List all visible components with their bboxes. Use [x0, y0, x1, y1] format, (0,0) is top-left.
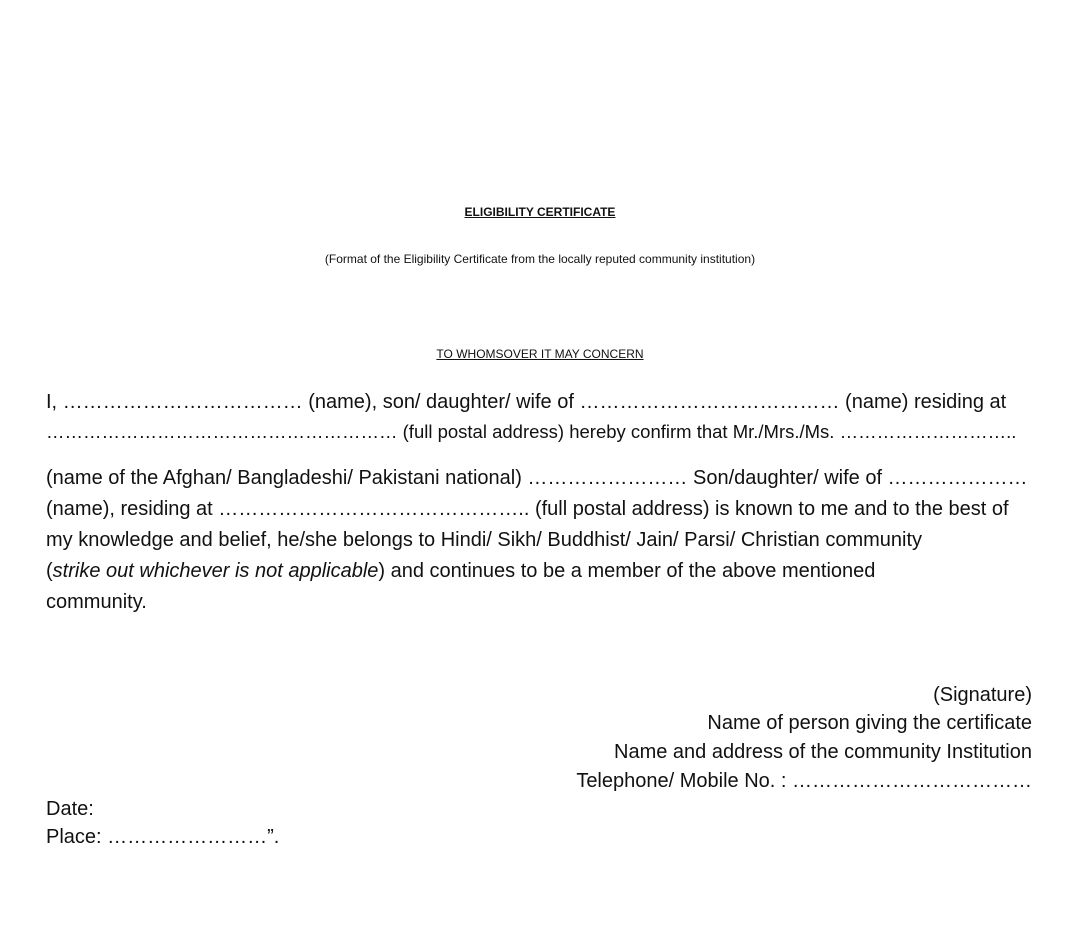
salutation: TO WHOMSOVER IT MAY CONCERN [436, 347, 644, 361]
para2-line5: community. [46, 591, 147, 613]
para2-line3: my knowledge and belief, he/she belongs to Hindi/ Sikh/ Buddhist/ Jain/ Parsi/ Christian community [46, 529, 923, 551]
para1-line2: ………………………………………………… (full postal address) hereby confirm that Mr./Mrs./Ms. ……………………….. [46, 421, 1017, 442]
strike-out-note: strike out whichever is not applicable [52, 560, 379, 582]
telephone-label: Telephone/ Mobile No. : ……………………………… [576, 770, 1032, 792]
para1-line1: I, ……………………………… (name), son/ daughter/ wife of ………………………………… (name) residing at [46, 391, 1007, 413]
para2-line4-open: ( [46, 560, 53, 582]
institution-label: Name and address of the community Institution [614, 741, 1032, 763]
document-title: ELIGIBILITY CERTIFICATE [464, 205, 616, 219]
signature-label: (Signature) [933, 684, 1032, 706]
date-label: Date: [46, 798, 94, 820]
para2-line4-rest: ) and continues to be a member of the above mentioned [378, 560, 876, 582]
document-subtitle: (Format of the Eligibility Certificate from the locally reputed community institution) [324, 252, 756, 266]
para2-line2: (name), residing at ……………………………………….. (full postal address) is known to me and to the best of [46, 498, 1009, 520]
place-label: Place: ……………………”. [46, 826, 280, 848]
para2-line4 [46, 559, 875, 583]
certifier-name-label: Name of person giving the certificate [707, 712, 1032, 734]
para2-line1: (name of the Afghan/ Bangladeshi/ Pakistani national) …………………… Son/daughter/ wife of ………………… [46, 467, 1028, 489]
